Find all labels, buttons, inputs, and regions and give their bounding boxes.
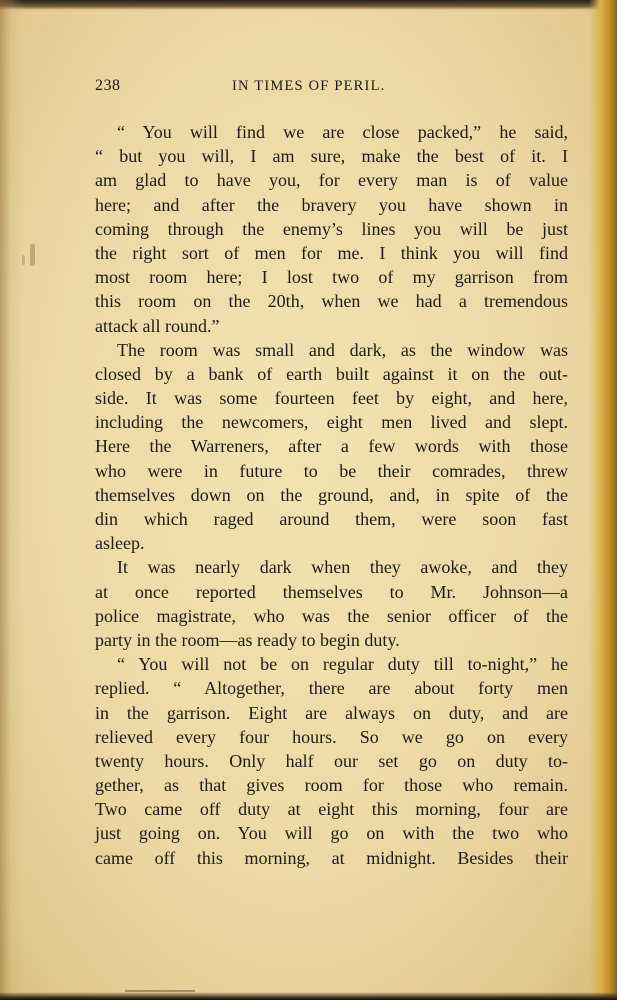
text-line: in the garrison. Eight are always on duty, and are <box>95 702 568 723</box>
text-line: just going on. You will go on with the two who <box>95 823 568 844</box>
page-bottom-edge <box>0 992 617 1000</box>
text-line: including the newcomers, eight men lived and slept. <box>95 412 568 433</box>
text-line: “ You will not be on regular duty till to-night,” he <box>117 654 568 675</box>
text-line: Two came off duty at eight this morning, four are <box>95 799 568 820</box>
text-line: “ but you will, I am sure, make the best of it. I <box>95 146 568 167</box>
page-top-edge <box>0 0 617 10</box>
text-line: who were in future to be their comrades, threw <box>95 460 568 481</box>
page-number: 238 <box>95 77 121 94</box>
text-line: the right sort of men for me. I think you will find <box>95 242 568 263</box>
text-line: “ You will find we are close packed,” he said, <box>117 122 568 142</box>
running-head: IN TIMES OF PERIL. <box>232 78 386 94</box>
text-line: relieved every four hours. So we go on every <box>95 726 568 747</box>
text-line: themselves down on the ground, and, in spite of the <box>95 484 568 505</box>
text-line: attack all round.” <box>95 315 220 336</box>
text-line: replied. “ Altogether, there are about forty men <box>95 678 568 699</box>
text-line: here; and after the bravery you have shown in <box>95 194 568 215</box>
text-line: gether, as that gives room for those who remain. <box>95 775 568 796</box>
body-text <box>95 120 568 870</box>
text-line: coming through the enemy’s lines you will be just <box>95 218 568 239</box>
text-line: came off this morning, at midnight. Besides their <box>95 847 568 868</box>
margin-stain <box>22 255 25 265</box>
page-fore-edge <box>589 0 617 1000</box>
text-line: at once reported themselves to Mr. Johnson—a <box>95 581 568 602</box>
text-line: this room on the 20th, when we had a tremendous <box>95 291 568 312</box>
page-gutter-shade <box>0 0 24 1000</box>
text-line: din which raged around them, were soon fast <box>95 509 568 529</box>
text-line: police magistrate, who was the senior officer of the <box>95 605 568 626</box>
page-header <box>95 77 568 99</box>
text-line: The room was small and dark, as the window was <box>117 339 568 360</box>
text-line: It was nearly dark when they awoke, and they <box>117 557 568 578</box>
text-line: most room here; I lost two of my garrison from <box>95 267 568 288</box>
margin-stain <box>30 244 35 266</box>
text-line: party in the room—as ready to begin duty. <box>95 629 400 650</box>
text-line: twenty hours. Only half our set go on duty to- <box>95 750 568 771</box>
text-line: Here the Warreners, after a few words with those <box>95 436 568 457</box>
text-line: am glad to have you, for every man is of value <box>95 170 568 191</box>
text-line: side. It was some fourteen feet by eight, and here, <box>95 388 568 409</box>
text-line: closed by a bank of earth built against it on the out- <box>95 363 568 384</box>
text-line: asleep. <box>95 533 145 554</box>
